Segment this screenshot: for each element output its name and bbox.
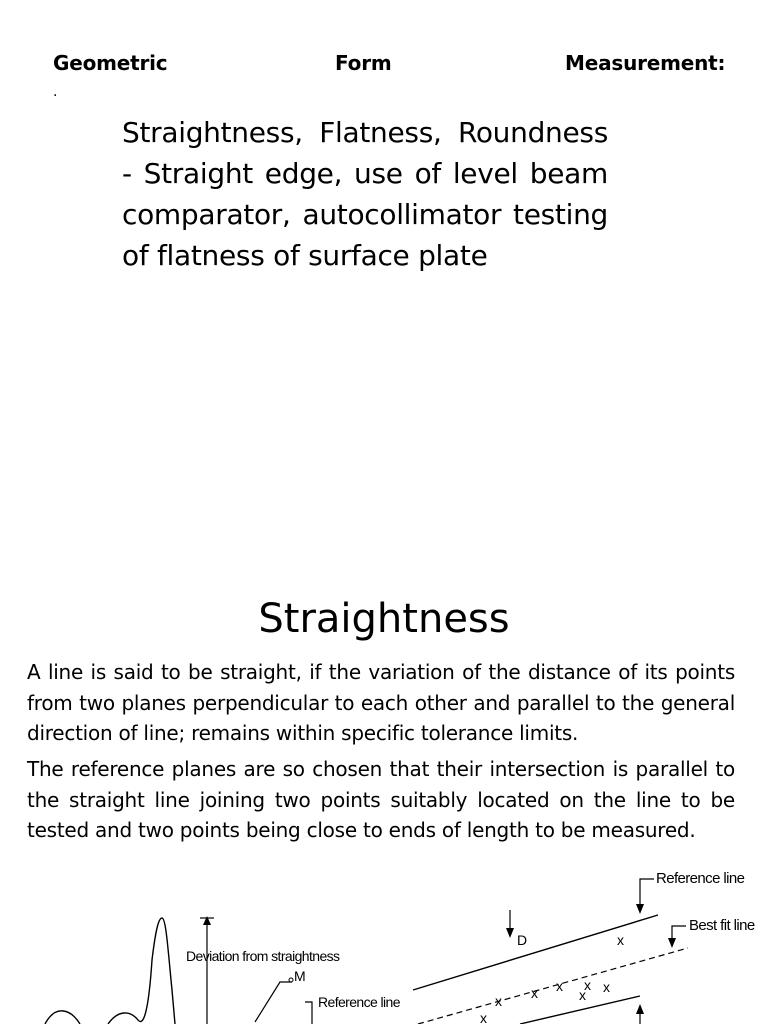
marker-x: x <box>556 978 563 994</box>
deviation-arrow-head <box>203 916 211 925</box>
left-reference-leader <box>305 1002 312 1024</box>
marker-x: x <box>480 1010 487 1026</box>
marker-x: x <box>584 977 591 993</box>
right-reference-label: Reference line <box>656 870 745 887</box>
straightness-figure <box>0 870 768 1024</box>
reference-line <box>413 915 658 990</box>
slide-title: Straightness <box>258 596 510 642</box>
definition-paragraph: A line is said to be straight, if the variation of the distance of its points from two planes perpendicular to each other and parallel to the general direction of line; remains within specific tolerance limits. <box>27 660 735 745</box>
d-arrow-head <box>506 928 514 938</box>
best-fit-line <box>418 948 688 1024</box>
leader-to-m <box>255 982 292 1022</box>
profile-curve <box>45 918 175 1024</box>
heading-word-measurement: Measurement: <box>565 51 726 75</box>
heading-word-form: Form <box>335 51 392 75</box>
marker-x: x <box>603 979 610 995</box>
subtopics-text: Straightness, Flatness, Roundness - Straight edge, use of level beam comparator, autocollimator testing of flatness of surface plate <box>122 116 608 272</box>
point-m-label: M <box>294 968 306 984</box>
d-label: D <box>517 932 527 948</box>
stray-dot: . <box>53 84 58 100</box>
right-reference-arrow <box>636 904 644 914</box>
left-reference-label: Reference line <box>318 994 400 1010</box>
best-fit-label: Best fit line <box>689 917 755 934</box>
marker-x: x <box>617 932 624 948</box>
marker-x: x <box>495 993 502 1009</box>
deviation-label: Deviation from straightness <box>186 948 340 964</box>
reference-planes-paragraph: The reference planes are so chosen that their intersection is parallel to the straight line joining two points suitably located on the line to be tested and two points being close to ends of length to be measured. <box>27 757 735 842</box>
marker-x: x <box>579 987 586 1003</box>
best-fit-arrow <box>668 938 676 948</box>
lower-arrow-head <box>636 1004 644 1014</box>
marker-x: x <box>531 985 538 1001</box>
heading-word-geometric: Geometric <box>53 51 168 75</box>
